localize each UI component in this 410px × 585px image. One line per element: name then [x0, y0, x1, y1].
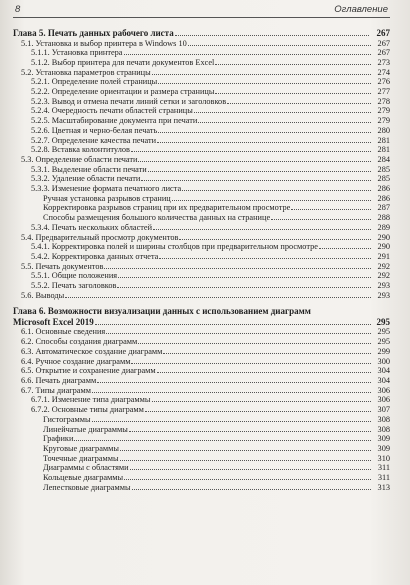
- toc-entry: [13, 97, 390, 107]
- leader-dots: [157, 136, 371, 143]
- leader-dots: [145, 405, 371, 412]
- leader-dots: [158, 126, 371, 133]
- toc-entry-page: 276: [377, 77, 390, 87]
- toc-entry-title: 5.3.3. Изменение формата печатного листа: [31, 184, 182, 194]
- toc-entry-page: 311: [377, 473, 390, 483]
- toc-entry-title: 5.3. Определение области печати: [21, 154, 138, 164]
- toc-entry: [13, 473, 390, 483]
- leader-dots: [104, 262, 371, 269]
- toc-entry: [13, 463, 390, 473]
- leader-dots: [124, 48, 372, 55]
- leader-dots: [182, 184, 371, 191]
- toc-entry: [13, 415, 390, 425]
- leader-dots: [271, 213, 371, 220]
- leader-dots: [92, 415, 371, 422]
- leader-dots: [65, 291, 371, 298]
- toc-entry-title: Точечные диаграммы: [43, 453, 119, 463]
- toc-entry: [13, 155, 390, 165]
- toc-entry: [13, 87, 390, 97]
- toc-entry: [13, 184, 390, 194]
- leader-dots: [106, 327, 371, 334]
- toc-entry-title: Ручная установка разрывов страниц: [43, 193, 171, 203]
- leader-dots: [138, 155, 371, 162]
- leader-dots: [319, 242, 371, 249]
- toc-entry: [13, 434, 390, 444]
- toc-entry-title: 5.2. Установка параметров страницы: [21, 67, 151, 77]
- toc-entry: [13, 223, 390, 233]
- toc-entry-title: 5.4.1. Корректировка полей и ширины столбцов при предварительном просмотре: [31, 242, 318, 252]
- toc-entry: [13, 271, 390, 281]
- toc-entry-title: 5.5.1. Общие положения: [31, 271, 118, 281]
- toc-entry-title: Способы размещения большого количества данных на странице: [43, 213, 271, 223]
- leader-dots: [130, 463, 371, 470]
- leader-dots: [227, 97, 371, 104]
- leader-dots: [291, 203, 371, 210]
- toc-entry-page: 288: [377, 213, 390, 223]
- toc-entry-title: Линейчатые диаграммы: [43, 424, 128, 434]
- leader-dots: [152, 395, 371, 402]
- toc-entry-title: 5.3.4. Печать нескольких областей: [31, 222, 153, 232]
- leader-dots: [198, 116, 371, 123]
- toc-entry: [13, 126, 390, 136]
- running-title: Оглавление: [334, 4, 388, 15]
- toc-entry-title: 5.2.4. Очередность печати областей страницы: [31, 106, 193, 116]
- leader-dots: [153, 223, 371, 230]
- toc-entry-page: 295: [377, 327, 390, 337]
- toc-entry: [13, 252, 390, 262]
- toc-entry: [13, 405, 390, 415]
- toc-entry-title: 5.2.3. Вывод и отмена печати линий сетки и заголовков: [31, 96, 227, 106]
- chapter-6-title-line1: Глава 6. Возможности визуализации данных с использованием диаграмм: [13, 306, 311, 317]
- toc-entry-page: 292: [377, 271, 390, 281]
- leader-dots: [163, 347, 371, 354]
- toc-entry-page: 308: [377, 424, 390, 434]
- leader-dots: [92, 386, 371, 393]
- toc-entry-title: 5.5. Печать документов: [21, 261, 104, 271]
- leader-dots: [131, 145, 371, 152]
- toc-entry-title: Корректировка разрывов страниц при их предварительном просмотре: [43, 203, 291, 213]
- toc-entry: [13, 337, 390, 347]
- leader-dots: [117, 281, 371, 288]
- toc-entry-title: Графики: [43, 434, 74, 444]
- toc-entry-title: 5.2.6. Цветная и черно-белая печать: [31, 125, 158, 135]
- leader-dots: [131, 357, 371, 364]
- toc-entry-title: 6.4. Ручное создание диаграмм: [21, 356, 131, 366]
- toc-entry-title: 5.1.1. Установка принтера: [31, 48, 123, 58]
- leader-dots: [159, 252, 371, 259]
- toc-entry-title: 6.7. Типы диаграмм: [21, 385, 91, 395]
- toc-entry-page: 281: [377, 145, 390, 155]
- toc-entry: [13, 39, 390, 49]
- toc-entry: [13, 291, 390, 301]
- toc-entry-title: 6.7.2. Основные типы диаграмм: [31, 405, 144, 415]
- leader-dots: [118, 271, 371, 278]
- toc-entry: [13, 376, 390, 386]
- toc-entry-title: Гистограммы: [43, 414, 91, 424]
- toc-entry: [13, 425, 390, 435]
- toc-entry-title: 5.3.1. Выделение области печати: [31, 164, 147, 174]
- toc-entry-page: 290: [377, 242, 390, 252]
- toc-entry-page: 304: [377, 366, 390, 376]
- toc-entry-page: 279: [377, 116, 390, 126]
- toc-entry-page: 313: [377, 482, 390, 492]
- toc-entry-page: 293: [377, 281, 390, 291]
- toc-entry-title: Диаграммы с областями: [43, 463, 129, 473]
- page-header: [13, 4, 390, 18]
- toc-entry-page: 300: [377, 356, 390, 366]
- leader-dots: [141, 174, 371, 181]
- toc-entry-page: 281: [377, 135, 390, 145]
- toc-entry: [13, 213, 390, 223]
- leader-dots: [152, 68, 371, 75]
- chapter-6-heading: [13, 306, 390, 327]
- toc-entry: [13, 366, 390, 376]
- toc-entry-page: 289: [377, 222, 390, 232]
- toc-entry-title: 5.4.2. Корректировка данных отчета: [31, 251, 159, 261]
- toc-entry-page: 308: [377, 414, 390, 424]
- leader-dots: [124, 473, 371, 480]
- toc-entry-page: 273: [377, 57, 390, 67]
- toc-entry-title: 6.5. Открытие и сохранение диаграмм: [21, 366, 156, 376]
- toc-entry-title: 5.2.7. Определение качества печати: [31, 135, 157, 145]
- toc-chapter-5: [13, 28, 390, 300]
- toc-entry: [13, 262, 390, 272]
- leader-dots: [215, 87, 371, 94]
- toc-entry-page: 267: [376, 28, 390, 38]
- toc-entry-page: 267: [377, 38, 390, 48]
- leader-dots: [188, 39, 371, 46]
- leader-dots: [97, 376, 371, 383]
- toc-entry-page: 309: [377, 434, 390, 444]
- leader-dots: [95, 318, 371, 325]
- toc-entry-title: 5.2.2. Определение ориентации и размера страницы: [31, 87, 215, 97]
- toc-entry-page: 277: [377, 87, 390, 97]
- toc-entry: [13, 483, 390, 493]
- toc-entry-title: 5.2.5. Масштабирование документа при печати: [31, 116, 198, 126]
- toc-entry: [13, 68, 390, 78]
- leader-dots: [194, 106, 371, 113]
- toc-entry: [13, 347, 390, 357]
- toc-entry: [13, 145, 390, 155]
- toc-entry-title: 6.7.1. Изменение типа диаграммы: [31, 395, 151, 405]
- leader-dots: [157, 366, 371, 373]
- toc-entry-page: 306: [377, 385, 390, 395]
- toc-entry-title: 5.4. Предварительный просмотр документов: [21, 232, 179, 242]
- toc-entry: [13, 203, 390, 213]
- leader-dots: [138, 337, 371, 344]
- toc-entry-page: 310: [377, 453, 390, 463]
- chapter-6-title-line2-row: [13, 317, 390, 328]
- toc-entry: [13, 386, 390, 396]
- leader-dots: [129, 425, 371, 432]
- toc-entry-page: 299: [377, 346, 390, 356]
- toc-entry: [13, 454, 390, 464]
- toc-entry: [13, 136, 390, 146]
- toc-entry-title: 5.2.8. Вставка колонтитулов: [31, 145, 130, 155]
- chapter-6-title-line2: Microsoft Excel 2019: [13, 316, 94, 327]
- toc-entry-page: 311: [377, 463, 390, 473]
- toc-entry-page: 280: [377, 125, 390, 135]
- toc-entry-title: 6.6. Печать диаграмм: [21, 376, 97, 385]
- toc-entry-title: Кольцевые диаграммы: [43, 473, 124, 483]
- toc-entry: [13, 48, 390, 58]
- toc-entry-page: 304: [377, 376, 390, 385]
- leader-dots: [172, 194, 371, 201]
- toc-entry-page: 285: [377, 174, 390, 184]
- toc-entry-page: 285: [377, 164, 390, 174]
- toc-entry-page: 287: [377, 203, 390, 213]
- toc-entry-title: 6.3. Автоматическое создание диаграмм: [21, 346, 163, 356]
- toc-entry: [13, 281, 390, 291]
- toc-entry-page: 306: [377, 395, 390, 405]
- toc-entry-page: 307: [377, 405, 390, 415]
- toc-chapter-row: [13, 28, 390, 39]
- toc-entry-page: 284: [377, 154, 390, 164]
- toc-entry-page: 286: [377, 184, 390, 194]
- leader-dots: [215, 58, 371, 65]
- toc-entry-page: 278: [377, 96, 390, 106]
- toc-entry-page: 267: [377, 48, 390, 58]
- toc-entry-title: 5.1. Установка и выбор принтера в Windows 10: [21, 38, 187, 48]
- leader-dots: [120, 454, 371, 461]
- toc-entry-title: Круговые диаграммы: [43, 443, 119, 453]
- toc-entry-title: 6.2. Способы создания диаграмм: [21, 337, 138, 347]
- toc-entry-page: 293: [377, 290, 390, 300]
- leader-dots: [148, 165, 371, 172]
- toc-entry-title: 5.2.1. Определение полей страницы: [31, 77, 158, 87]
- leader-dots: [158, 77, 371, 84]
- toc-entry-page: 291: [377, 251, 390, 261]
- toc-entry-page: 286: [377, 193, 390, 203]
- toc-entry-title: 5.5.2. Печать заголовков: [31, 281, 117, 291]
- page-number: 8: [15, 4, 21, 15]
- toc-chapter-6: [13, 327, 390, 492]
- toc-entry: [13, 106, 390, 116]
- toc-entry-page: 292: [377, 261, 390, 271]
- toc-entry-page: 290: [377, 232, 390, 242]
- toc-entry-page: 295: [377, 337, 390, 347]
- chapter-6-page: 295: [376, 316, 390, 327]
- toc-entry-title: Лепестковые диаграммы: [43, 482, 131, 492]
- leader-dots: [74, 434, 371, 441]
- leader-dots: [179, 233, 371, 240]
- toc-entry-title: 5.1.2. Выбор принтера для печати документов Excel: [31, 57, 215, 67]
- leader-dots: [120, 444, 371, 451]
- leader-dots: [132, 483, 371, 490]
- toc-entry: [13, 116, 390, 126]
- toc-entry: [13, 357, 390, 367]
- toc-entry: [13, 165, 390, 175]
- leader-dots: [175, 29, 369, 36]
- toc-entry-title: 5.6. Выводы: [21, 290, 65, 300]
- toc-entry-page: 309: [377, 443, 390, 453]
- toc-entry: [13, 174, 390, 184]
- toc-entry: [13, 395, 390, 405]
- toc-entry-page: 279: [377, 106, 390, 116]
- toc-entry: [13, 327, 390, 337]
- toc-entry-page: 274: [377, 67, 390, 77]
- toc-entry-title: 6.1. Основные сведения: [21, 327, 106, 337]
- toc-entry: [13, 242, 390, 252]
- toc-entry-title: Глава 5. Печать данных рабочего листа: [13, 28, 174, 38]
- toc-entry: [13, 194, 390, 204]
- toc-entry: [13, 233, 390, 243]
- toc-entry: [13, 444, 390, 454]
- toc-entry: [13, 77, 390, 87]
- toc-entry: [13, 58, 390, 68]
- toc-entry-title: 5.3.2. Удаление области печати: [31, 174, 141, 184]
